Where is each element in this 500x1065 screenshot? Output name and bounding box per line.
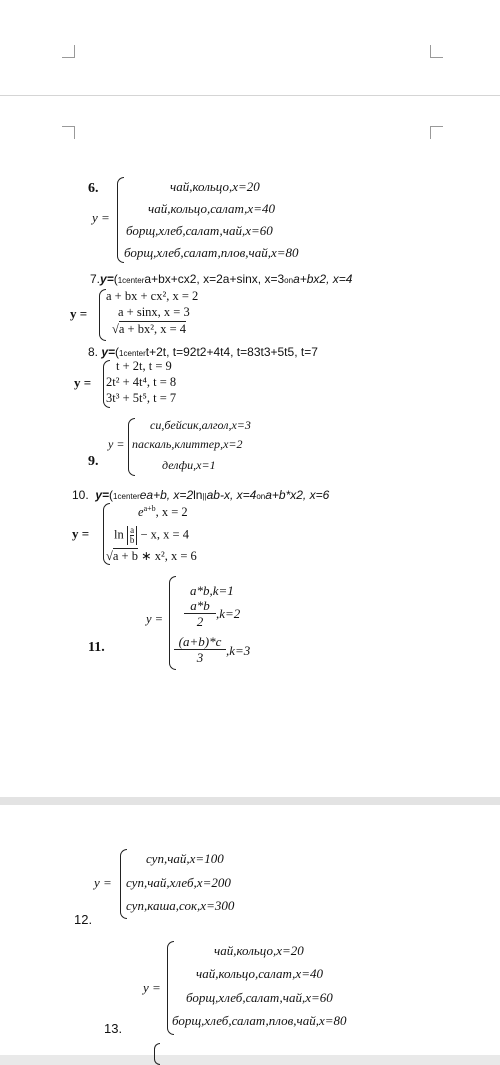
case-line: суп,каша,сок,x=300 xyxy=(126,898,235,913)
problem-number: 9. xyxy=(88,454,99,469)
sqrt-content: a + bx², x = 4 xyxy=(118,322,187,336)
system-brace xyxy=(99,289,106,341)
case-line: суп,чай,хлеб,x=200 xyxy=(126,875,231,890)
case-line: 2t² + 4t⁴, t = 8 xyxy=(106,375,177,389)
abs-fraction: $\frac{a}{b}$ xyxy=(127,526,138,545)
case-line: борщ,хлеб,салат,чай,x=60 xyxy=(126,223,273,238)
case-line: чай,кольцо,x=20 xyxy=(214,943,304,958)
case-line: борщ,хлеб,салат,плов,чай,x=80 xyxy=(172,1013,347,1028)
lhs-label: y = xyxy=(146,612,164,626)
case-line: a + sinx, x = 3 xyxy=(118,305,190,319)
case-line: борщ,хлеб,салат,чай,x=60 xyxy=(186,990,333,1005)
page-divider xyxy=(0,95,500,96)
case-line: чай,кольцо,x=20 xyxy=(170,179,260,194)
lhs-label: y = xyxy=(143,980,161,995)
crop-mark-top-right xyxy=(430,45,443,58)
case-line: √a + bx², x = 4 xyxy=(112,322,187,336)
case-line: ln $\frac{a}{b}$ − x, x = 4 xyxy=(114,525,189,545)
system-brace xyxy=(117,177,124,263)
lhs-label: y = xyxy=(108,437,125,451)
lhs-label: y = xyxy=(74,375,92,390)
problem-number: 13. xyxy=(104,1021,123,1036)
fraction: $\frac{a*b}{2}$ xyxy=(184,598,216,629)
crop-mark-mid-left xyxy=(62,126,75,139)
lhs-label: y = xyxy=(92,210,110,225)
case-line: a*b,k=1 xyxy=(190,583,234,598)
problem-title: 10. y=(1centerea+b, x=2ln||ab-x, x=4ona+b*x2, x=6 xyxy=(72,488,330,502)
crop-mark-top-left xyxy=(62,45,75,58)
case-line: t + 2t, t = 9 xyxy=(116,359,172,373)
document-page-2 xyxy=(0,805,500,1055)
problem-number: 12. xyxy=(74,912,93,927)
page-gap xyxy=(0,797,500,805)
case-line: паскаль,клиттер,x=2 xyxy=(132,437,243,451)
case-rest: ,k=2 xyxy=(216,606,241,621)
fraction: $\frac{(a+b)*c}{3}$ xyxy=(174,634,226,665)
case-line: √a + b ∗ x², x = 6 xyxy=(106,549,197,563)
lhs-label: y = xyxy=(72,526,90,541)
lhs-label: y = xyxy=(70,306,88,321)
problem-title: 8. y=(1centert+2t, t=92t2+4t4, t=83t3+5t5, t=7 xyxy=(88,345,318,359)
problem-number: 6. xyxy=(88,181,99,196)
case-line: суп,чай,x=100 xyxy=(146,851,224,866)
problem-number: 11. xyxy=(88,640,105,655)
case-line: чай,кольцо,салат,x=40 xyxy=(196,966,323,981)
lhs-label: y = xyxy=(94,875,112,890)
system-brace-partial xyxy=(154,1043,160,1065)
case-line: a + bx + cx², x = 2 xyxy=(106,289,199,303)
case-line: чай,кольцо,салат,x=40 xyxy=(148,201,275,216)
case-line: борщ,хлеб,салат,плов,чай,x=80 xyxy=(124,245,299,260)
case-line: делфи,x=1 xyxy=(162,458,216,472)
crop-mark-mid-right xyxy=(430,126,443,139)
case-line: $e^{a+b}$, x = 2 xyxy=(138,504,188,520)
case-rest: ,k=3 xyxy=(226,643,251,658)
case-line: 3t³ + 5t⁵, t = 7 xyxy=(106,391,177,405)
problem-title: 7.y=(1centera+bx+cx2, x=2a+sinx, x=3ona+bx2, x=4 xyxy=(90,272,353,286)
case-line: си,бейсик,алгол,x=3 xyxy=(150,418,251,432)
